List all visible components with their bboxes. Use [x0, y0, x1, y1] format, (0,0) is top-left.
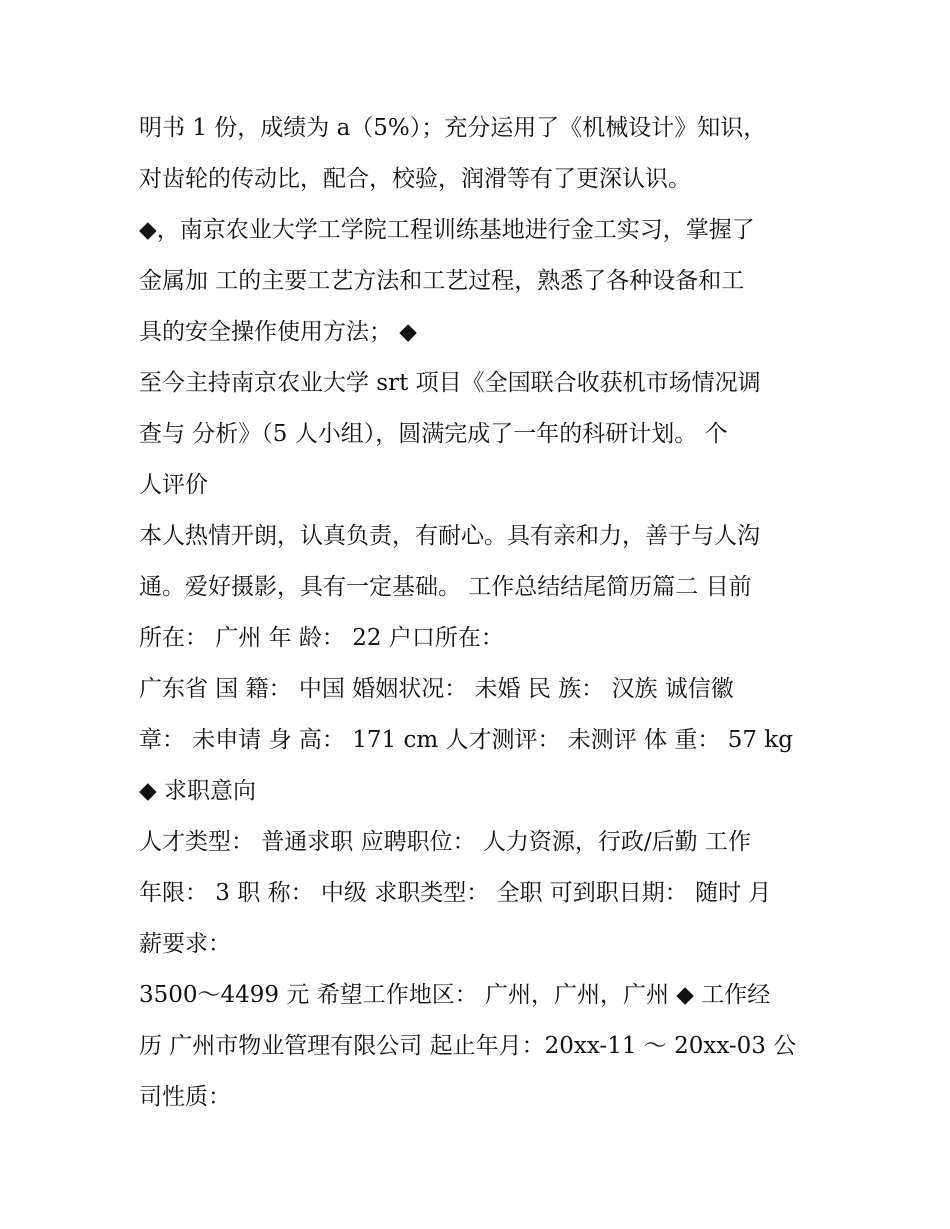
text-line: 查与 分析》（5 人小组），圆满完成了一年的科研计划。 个: [139, 421, 728, 447]
text-line: 通。爱好摄影，具有一定基础。 工作总结结尾简历篇二 目前: [139, 574, 752, 600]
text-line: 人才类型： 普通求职 应聘职位： 人力资源，行政/后勤 工作: [139, 829, 751, 855]
text-line: 历 广州市物业管理有限公司 起止年月：20xx-11 ～ 20xx-03 公: [139, 1033, 797, 1059]
text-line: 人评价: [139, 472, 208, 498]
text-line: 广东省 国 籍： 中国 婚姻状况： 未婚 民 族： 汉族 诚信徽: [139, 676, 734, 702]
document-text-body: [139, 103, 819, 1123]
text-line: 具的安全操作使用方法； ◆: [139, 319, 417, 345]
text-line: 所在： 广州 年 龄： 22 户口所在：: [139, 625, 504, 651]
text-line: 司性质：: [139, 1084, 231, 1110]
text-line: 至今主持南京农业大学 srt 项目《全国联合收获机市场情况调: [139, 370, 761, 396]
text-line: 章： 未申请 身 高： 171 cm 人才测评： 未测评 体 重： 57 kg: [139, 727, 793, 753]
text-line: ◆，南京农业大学工学院工程训练基地进行金工实习，掌握了: [139, 217, 755, 243]
text-line: ◆ 求职意向: [139, 778, 256, 804]
text-line: 明书 1 份，成绩为 a（5%）；充分运用了《机械设计》知识，: [139, 115, 767, 141]
text-line: 薪要求：: [139, 931, 231, 957]
text-line: 3500～4499 元 希望工作地区： 广州，广州，广州 ◆ 工作经: [139, 982, 771, 1008]
text-line: 金属加 工的主要工艺方法和工艺过程，熟悉了各种设备和工: [139, 268, 745, 294]
text-line: 对齿轮的传动比，配合，校验，润滑等有了更深认识。: [139, 166, 691, 192]
text-line: 本人热情开朗，认真负责，有耐心。具有亲和力，善于与人沟: [139, 523, 760, 549]
text-line: 年限： 3 职 称： 中级 求职类型： 全职 可到职日期： 随时 月: [139, 880, 772, 906]
